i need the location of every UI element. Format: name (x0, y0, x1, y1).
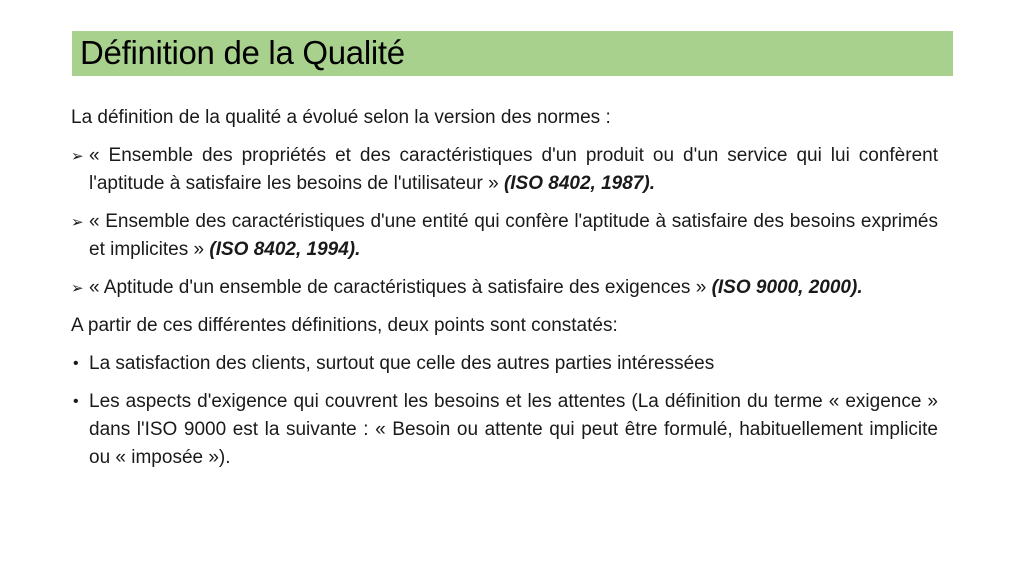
point-text: Les aspects d'exigence qui couvrent les besoins et les attentes (La définition du terme « exigence » dans l'ISO 9000 est la suivante : « Besoin ou attente qui peut être formulé, habituellement implicite ou « imposée »). (89, 391, 938, 468)
point-item (71, 350, 938, 378)
slide-title: Définition de la Qualité (80, 34, 405, 71)
dot-bullet-icon: • (73, 355, 79, 372)
arrow-bullet-icon: ➢ (71, 214, 84, 231)
point-text: La satisfaction des clients, surtout que celle des autres parties intéressées (89, 353, 715, 374)
point-item (71, 388, 938, 472)
definition-item (71, 274, 938, 302)
definition-item (71, 208, 938, 264)
conclusion-intro: A partir de ces différentes définitions, deux points sont constatés: (71, 315, 618, 336)
definition-text: « Ensemble des propriétés et des caractéristiques d'un produit ou d'un service qui lui confèrent l'aptitude à satisfaire les besoins de l'utilisateur » (89, 145, 938, 194)
slide-body (71, 104, 938, 482)
definition-item (71, 142, 938, 198)
intro-paragraph: La définition de la qualité a évolué selon la version des normes : (71, 107, 611, 128)
dot-bullet-icon: • (73, 393, 79, 410)
title-band (72, 31, 953, 76)
definition-reference: (ISO 9000, 2000). (711, 277, 863, 298)
definition-text: « Aptitude d'un ensemble de caractéristiques à satisfaire des exigences » (89, 277, 712, 298)
definition-reference: (ISO 8402, 1987). (503, 173, 655, 194)
definition-reference: (ISO 8402, 1994). (209, 239, 361, 260)
arrow-bullet-icon: ➢ (71, 148, 84, 165)
definition-text: « Ensemble des caractéristiques d'une entité qui confère l'aptitude à satisfaire des besoins exprimés et implicites » (89, 211, 938, 260)
arrow-bullet-icon: ➢ (71, 280, 84, 297)
